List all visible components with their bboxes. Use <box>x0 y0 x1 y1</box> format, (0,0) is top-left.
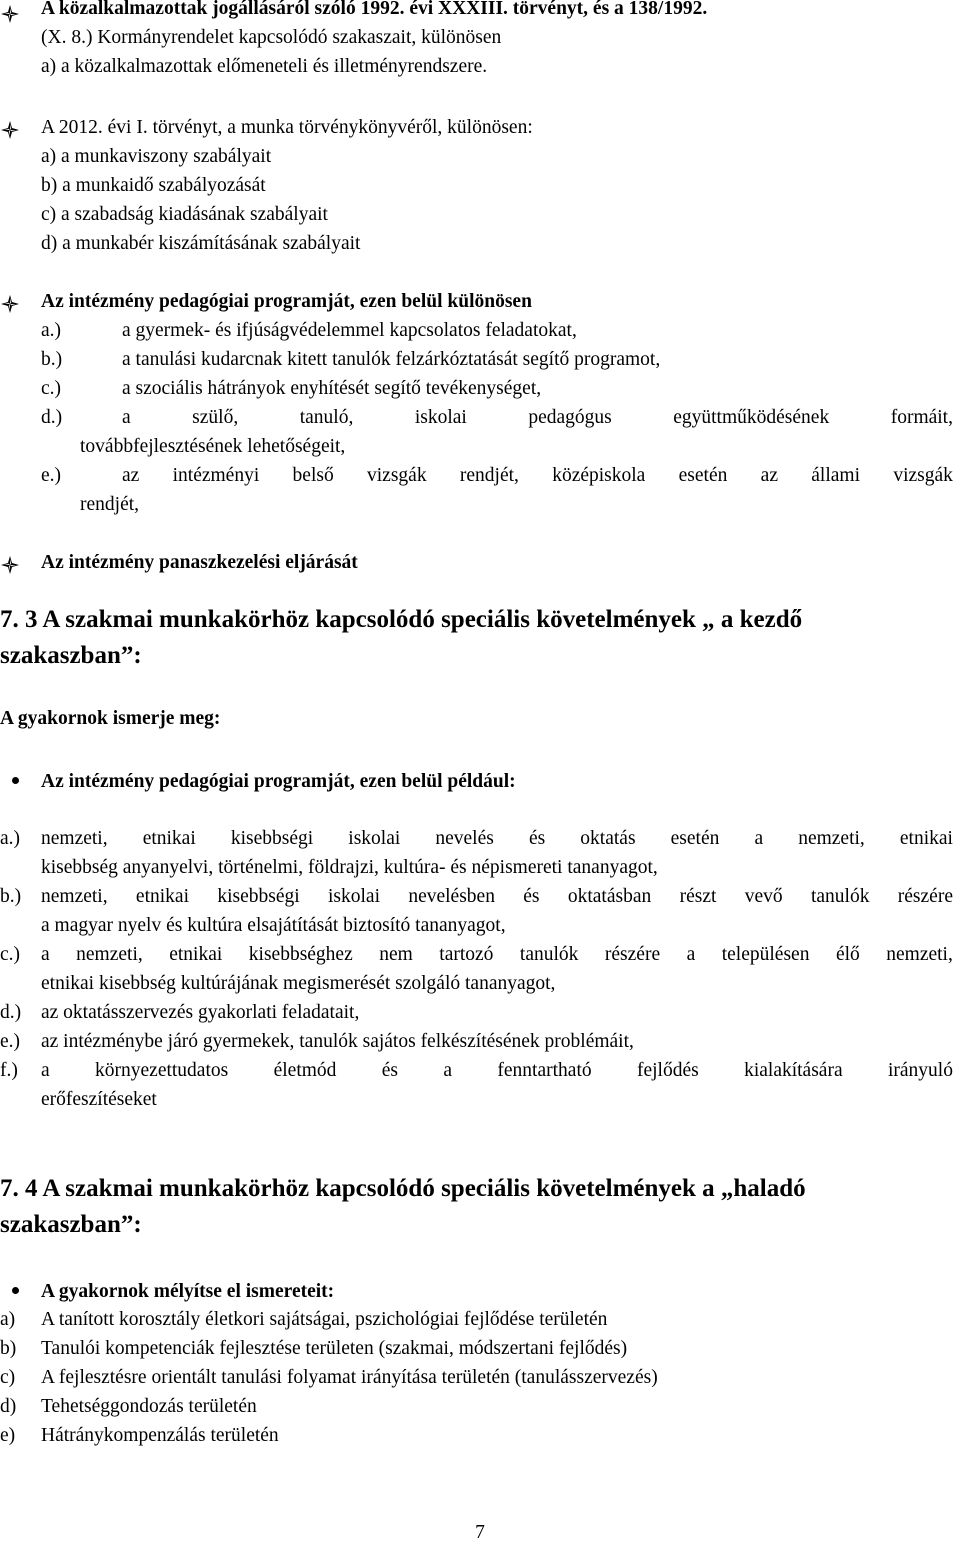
list-label: f.) <box>0 1060 18 1081</box>
bullet-dot-icon <box>12 777 19 784</box>
justified-text <box>41 824 953 853</box>
list-item: a) a munkaviszony szabályait <box>41 146 272 167</box>
word: szülő, <box>192 407 239 428</box>
list-item: A fejlesztésre orientált tanulási folyamat irányítása területén (tanulásszervezés) <box>41 1367 658 1388</box>
justified-text <box>41 882 953 911</box>
word: esetén <box>678 465 728 486</box>
word: nem <box>379 944 413 965</box>
section-title: Az intézmény pedagógiai programját, ezen belül különösen <box>41 291 532 312</box>
list-item: d) a munkabér kiszámításának szabályait <box>41 233 361 254</box>
word: és <box>523 886 540 907</box>
bullet-title: A gyakornok mélyítse el ismereteit: <box>41 1281 335 1302</box>
word: formáit, <box>890 407 953 428</box>
list-item: b) a munkaidő szabályozását <box>41 175 266 196</box>
word: együttműködésének <box>673 407 830 428</box>
word: nemzeti, <box>76 944 143 965</box>
list-item <box>122 403 953 432</box>
justified-text <box>41 1056 953 1085</box>
word: nemzeti, <box>886 944 953 965</box>
word: kisebbséghez <box>248 944 353 965</box>
word: és <box>528 828 546 849</box>
word: élő <box>835 944 860 965</box>
word: etnikai <box>169 944 223 965</box>
list-item-continuation: etnikai kisebbség kultúrájának megismerését szolgáló tananyagot, <box>41 973 556 994</box>
word: vevő <box>744 886 783 907</box>
list-item-continuation: rendjét, <box>80 494 140 515</box>
justified-text <box>122 403 953 432</box>
word: tanulók <box>519 944 579 965</box>
word: vizsgák <box>893 465 953 486</box>
word: oktatásban <box>567 886 652 907</box>
list-label: a.) <box>41 320 62 341</box>
word: nemzeti, <box>41 828 108 849</box>
word: esetén <box>670 828 720 849</box>
list-item: A tanított korosztály életkori sajátságai, pszichológiai fejlődése területén <box>41 1309 608 1330</box>
word: a <box>41 1060 50 1081</box>
list-label: b) <box>0 1338 17 1359</box>
word: nevelés <box>435 828 494 849</box>
list-item <box>41 1056 953 1085</box>
list-label: e.) <box>0 1031 21 1052</box>
law-item-line: (X. 8.) Kormányrendelet kapcsolódó szakaszait, különösen <box>41 27 502 48</box>
list-item <box>41 940 953 969</box>
list-item <box>41 882 953 911</box>
list-item: az intézménybe járó gyermekek, tanulók sajátos felkészítésének problémáit, <box>41 1031 634 1052</box>
list-item-continuation: a magyar nyelv és kultúra elsajátítását biztosító tananyagot, <box>41 915 506 936</box>
list-item-continuation: kisebbség anyanyelvi, történelmi, földrajzi, kultúra- és népismereti tananyagot, <box>41 857 658 878</box>
word: rendjét, <box>459 465 519 486</box>
word: iskolai <box>348 828 401 849</box>
word: etnikai <box>899 828 953 849</box>
diamond-bullet-icon <box>0 4 20 24</box>
word: állami <box>811 465 861 486</box>
word: a <box>686 944 696 965</box>
list-item <box>41 824 953 853</box>
justified-text <box>41 940 953 969</box>
word: nemzeti, <box>41 886 108 907</box>
word: iskolai <box>414 407 467 428</box>
list-label: b.) <box>0 886 22 907</box>
bullet-title: Az intézmény pedagógiai programját, ezen belül például: <box>41 771 516 792</box>
list-item-continuation: továbbfejlesztésének lehetőségeit, <box>80 436 346 457</box>
section-heading: szakaszban”: <box>0 1211 142 1238</box>
list-label: e.) <box>41 465 62 486</box>
list-label: d) <box>0 1396 17 1417</box>
word: és <box>381 1060 399 1081</box>
list-item: Hátránykompenzálás területén <box>41 1425 279 1446</box>
law-item-line: a) a közalkalmazottak előmeneteli és illetményrendszere. <box>41 56 488 77</box>
word: környezettudatos <box>95 1060 229 1081</box>
list-label: b.) <box>41 349 63 370</box>
justified-text <box>122 461 953 490</box>
word: az <box>760 465 778 486</box>
word: részére <box>897 886 953 907</box>
list-label: c.) <box>41 378 62 399</box>
law-item-title: A közalkalmazottak jogállásáról szóló 1992. évi XXXIII. törvényt, és a 138/1992. <box>41 0 708 19</box>
word: belső <box>292 465 334 486</box>
word: részt <box>679 886 717 907</box>
word: tartozó <box>439 944 494 965</box>
word: középiskola <box>552 465 646 486</box>
word: nemzeti, <box>798 828 865 849</box>
word: nevelésben <box>408 886 495 907</box>
list-label: c) <box>0 1367 16 1388</box>
law-item-title: A 2012. évi I. törvényt, a munka törvénykönyvéről, különösen: <box>41 117 533 138</box>
list-item: az oktatásszervezés gyakorlati feladatait, <box>41 1002 360 1023</box>
diamond-bullet-icon <box>0 294 20 314</box>
word: fejlődés <box>636 1060 699 1081</box>
list-item: a szociális hátrányok enyhítését segítő tevékenységet, <box>122 378 542 399</box>
section-heading: 7. 3 A szakmai munkakörhöz kapcsolódó speciális követelmények „ a kezdő <box>0 606 803 633</box>
word: etnikai <box>135 886 189 907</box>
word: az <box>122 465 140 486</box>
word: a <box>754 828 764 849</box>
list-item: a gyermek- és ifjúságvédelemmel kapcsolatos feladatokat, <box>122 320 577 341</box>
word: tanulók <box>810 886 870 907</box>
word: iskolai <box>327 886 380 907</box>
word: kisebbségi <box>217 886 300 907</box>
section-title: Az intézmény panaszkezelési eljárását <box>41 552 358 573</box>
word: a <box>122 407 131 428</box>
list-label: a.) <box>0 828 21 849</box>
section-heading: 7. 4 A szakmai munkakörhöz kapcsolódó speciális követelmények a „haladó <box>0 1175 806 1202</box>
section-heading: szakaszban”: <box>0 642 142 669</box>
word: intézményi <box>172 465 260 486</box>
word: a <box>443 1060 453 1081</box>
list-label: e) <box>0 1425 16 1446</box>
word: tanuló, <box>299 407 354 428</box>
list-label: a) <box>0 1309 16 1330</box>
word: kialakítására <box>744 1060 843 1081</box>
word: vizsgák <box>367 465 427 486</box>
page-number: 7 <box>475 1522 485 1543</box>
word: életmód <box>273 1060 337 1081</box>
word: részére <box>604 944 661 965</box>
word: irányuló <box>887 1060 953 1081</box>
word: településen <box>721 944 810 965</box>
list-item: c) a szabadság kiadásának szabályait <box>41 204 328 225</box>
list-label: d.) <box>41 407 63 428</box>
word: pedagógus <box>528 407 612 428</box>
list-label: d.) <box>0 1002 22 1023</box>
list-item: Tehetséggondozás területén <box>41 1396 257 1417</box>
word: etnikai <box>142 828 196 849</box>
diamond-bullet-icon <box>0 120 20 140</box>
word: a <box>41 944 50 965</box>
word: oktatás <box>580 828 636 849</box>
word: fenntartható <box>497 1060 592 1081</box>
list-item: a tanulási kudarcnak kitett tanulók felzárkóztatását segítő programot, <box>122 349 661 370</box>
word: kisebbségi <box>230 828 314 849</box>
diamond-bullet-icon <box>0 555 20 575</box>
bullet-dot-icon <box>12 1287 19 1294</box>
list-label: c.) <box>0 944 21 965</box>
list-item: Tanulói kompetenciák fejlesztése területen (szakmai, módszertani fejlődés) <box>41 1338 628 1359</box>
list-item <box>122 461 953 490</box>
list-item-continuation: erőfeszítéseket <box>41 1089 157 1110</box>
subheading: A gyakornok ismerje meg: <box>0 708 221 729</box>
